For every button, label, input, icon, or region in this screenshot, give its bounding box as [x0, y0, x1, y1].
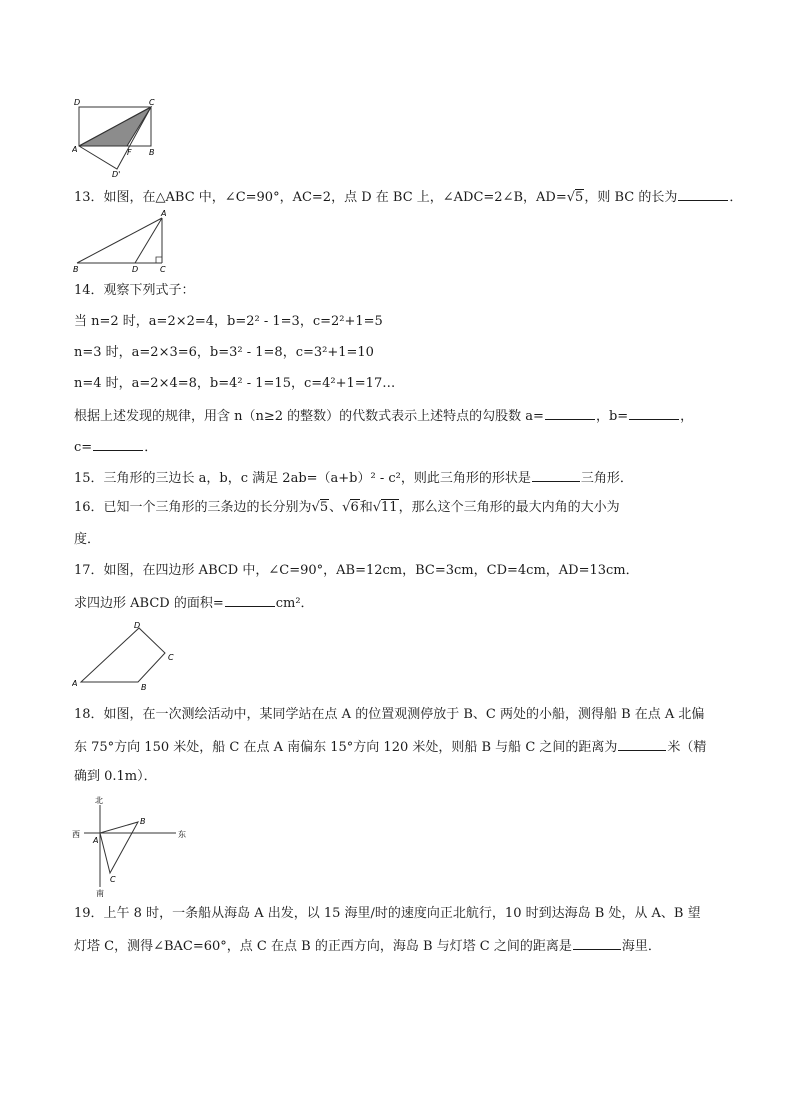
q13-text-2: ，则 BC 的长为	[584, 190, 678, 205]
figure-quadrilateral-abcd	[72, 620, 182, 692]
q16-line-2: 度．	[74, 532, 101, 547]
question-15: 15．三角形的三边长 a，b，c 满足 2ab=（a+b）² - c²，则此三角形的形状是 三角形．	[74, 467, 633, 489]
answer-blank[interactable]	[618, 736, 666, 751]
sqrt-11: √11	[372, 500, 398, 515]
figure-triangle-abc	[72, 208, 172, 274]
answer-blank[interactable]	[532, 467, 580, 482]
q14-title: 14．观察下列式子：	[74, 283, 195, 298]
label-a: A	[72, 679, 78, 688]
label-d-prime: D'	[112, 170, 121, 178]
figure-compass-bearings	[72, 793, 190, 897]
q18-line-1: 18．如图，在一次测绘活动中，某同学站在点 A 的位置观测停放于 B、C 两处的小船，测得船 B 在点 A 北偏	[74, 707, 705, 722]
label-d: D	[132, 265, 139, 274]
q17-line-1: 17．如图，在四边形 ABCD 中，∠C=90°，AB=12cm，BC=3cm，CD=4cm，AD=13cm．	[74, 563, 639, 578]
label-c: C	[168, 653, 174, 662]
q17-line-2: 求四边形 ABCD 的面积= cm²．	[74, 592, 314, 614]
q14-line-3: n=4 时，a=2×4=8，b=4² - 1=15，c=4²+1=17…	[74, 376, 396, 391]
label-d: D	[74, 98, 81, 107]
answer-blank[interactable]	[573, 935, 621, 950]
q13-text-1: 13．如图，在△ABC 中，∠C=90°，AC=2，点 D 在 BC 上，∠ADC=2∠B，AD=	[74, 190, 567, 205]
q18-line-2: 东 75°方向 150 米处，船 C 在点 A 南偏东 15°方向 120 米处，则船 B 与船 C 之间的距离为 米（精	[74, 736, 706, 758]
label-north: 北	[95, 796, 103, 805]
label-b: B	[140, 817, 146, 826]
quadrilateral	[81, 628, 165, 682]
label-b: B	[73, 265, 79, 274]
figure-folded-rectangle	[72, 96, 162, 178]
label-a: A	[72, 145, 78, 154]
label-south: 南	[96, 889, 104, 897]
label-east: 东	[178, 830, 186, 839]
label-a: A	[161, 209, 167, 218]
right-angle-mark	[156, 257, 162, 263]
label-d: D	[134, 621, 141, 630]
answer-blank-a[interactable]	[545, 405, 595, 420]
q19-line-1: 19．上午 8 时，一条船从海岛 A 出发，以 15 海里/时的速度向正北航行，10 时到达海岛 B 处，从 A、B 望	[74, 906, 701, 921]
label-a: A	[93, 836, 99, 845]
sqrt-5: √5	[566, 190, 584, 205]
q18-line-3: 确到 0.1m）．	[74, 769, 157, 784]
q14-line-1: 当 n=2 时，a=2×2=4，b=2² - 1=3，c=2²+1=5	[74, 314, 383, 329]
label-f: F	[127, 148, 132, 157]
answer-blank[interactable]	[225, 592, 275, 607]
triangle-abc	[100, 822, 138, 873]
q14-line-4: 根据上述发现的规律，用含 n（n≥2 的整数）的代数式表示上述特点的勾股数 a= ，b= ，	[74, 405, 693, 427]
sqrt-6: √6	[342, 500, 359, 515]
label-c: C	[110, 875, 116, 884]
question-16: 16．已知一个三角形的三条边的长分别为√5、√6和√11，那么这个三角形的最大内角的大小为	[74, 498, 620, 518]
label-b: B	[141, 683, 147, 692]
q19-line-2: 灯塔 C，测得∠BAC=60°，点 C 在点 B 的正西方向，海岛 B 与灯塔 C 之间的距离是 海里．	[74, 935, 661, 957]
answer-blank-b[interactable]	[629, 405, 679, 420]
label-c: C	[149, 98, 155, 107]
q14-line-5: c= ．	[74, 436, 157, 458]
q14-line-2: n=3 时，a=2×3=6，b=3² - 1=8，c=3²+1=10	[74, 345, 374, 360]
label-c: C	[160, 265, 166, 274]
answer-blank[interactable]	[678, 186, 728, 201]
question-13: 13．如图，在△ABC 中，∠C=90°，AC=2，点 D 在 BC 上，∠ADC=2∠B，AD=√5，则 BC 的长为 ．	[74, 186, 742, 208]
label-west: 西	[72, 830, 80, 839]
label-b: B	[149, 148, 155, 157]
answer-blank-c[interactable]	[93, 436, 143, 451]
sqrt-5: √5	[311, 500, 329, 515]
